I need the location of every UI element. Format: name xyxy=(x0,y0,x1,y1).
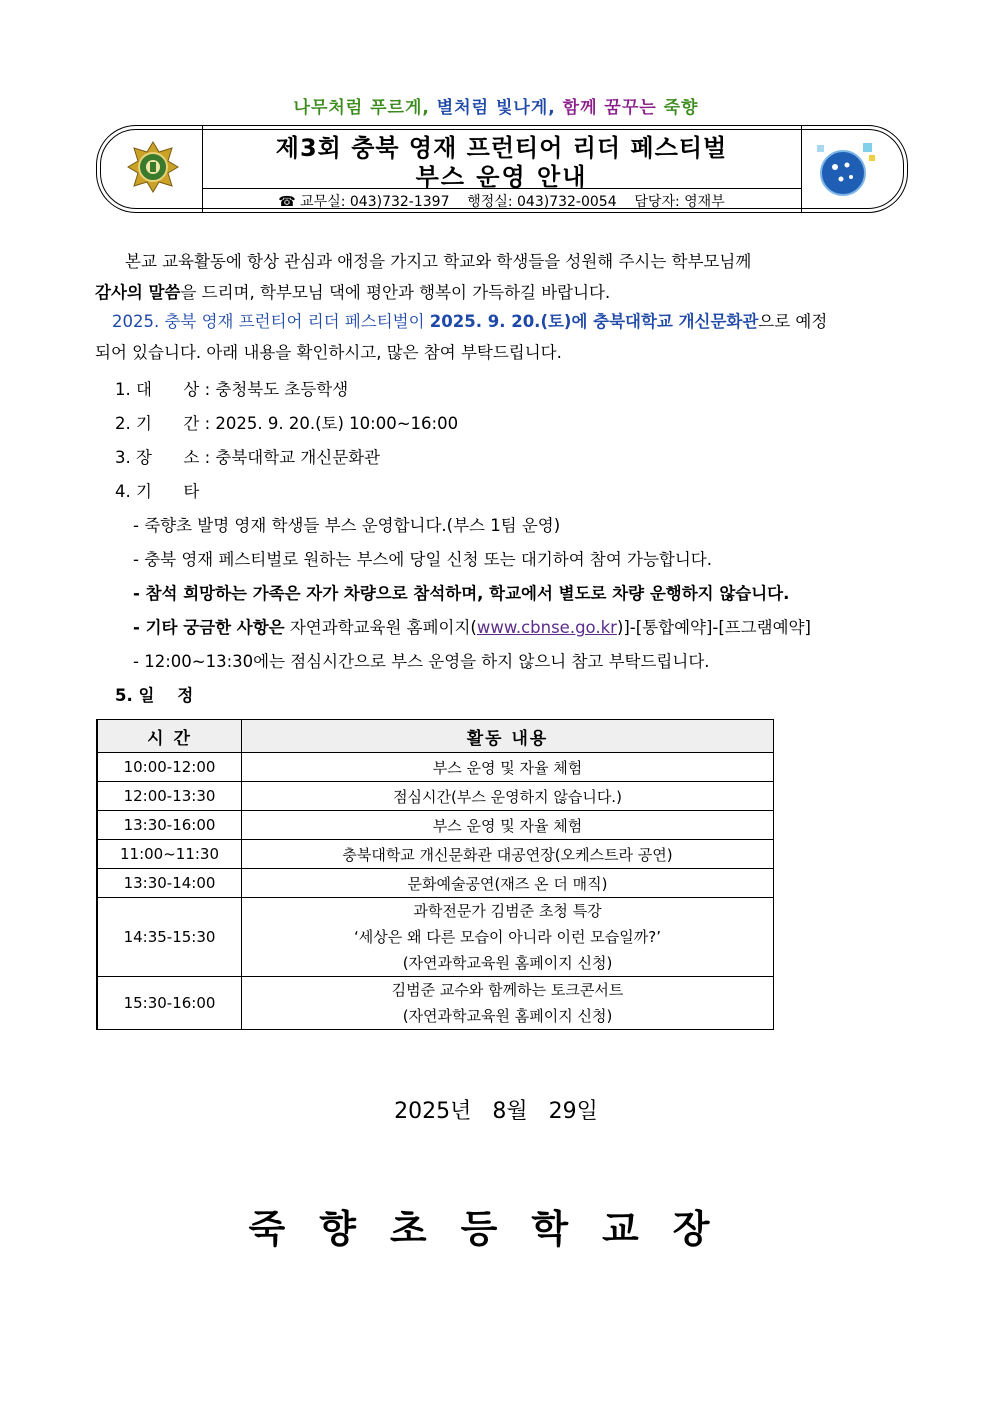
motto-part1: 나무처럼 푸르게, xyxy=(293,98,430,118)
table-header: 시 간 xyxy=(97,720,242,753)
etc-line: - 12:00~13:30에는 점심시간으로 부스 운영을 하지 않으니 참고 부탁드립니다. xyxy=(133,652,710,671)
intro-text: 2025. 충북 영재 프런티어 리더 페스티벌이 xyxy=(112,312,430,331)
event-date-place: 2025. 9. 20.(토)에 충북대학교 개신문화관 xyxy=(429,312,759,331)
item-target: 1. 대 상 : 충청북도 초등학생 xyxy=(115,380,349,399)
title-line1: 제3회 충북 영재 프런티어 리더 페스티벌 xyxy=(275,134,728,162)
time-cell: 10:00-12:00 xyxy=(97,753,242,782)
table-row xyxy=(97,898,774,977)
time-cell: 15:30-16:00 xyxy=(97,977,242,1030)
time-cell: 11:00~11:30 xyxy=(97,840,242,869)
time-cell: 13:30-14:00 xyxy=(97,869,242,898)
school-motto xyxy=(0,93,992,118)
etc-text: 자연과학교육원 홈페이지( xyxy=(284,618,477,637)
activity-line: (자연과학교육원 홈페이지 신청) xyxy=(402,1007,613,1025)
motto-part3: 함께 꿈꾸는 xyxy=(562,98,657,118)
gifted-education-logo-icon xyxy=(813,139,881,199)
school-emblem-icon xyxy=(126,140,180,194)
intro-text: 되어 있습니다. 아래 내용을 확인하시고, 많은 참여 부탁드립니다. xyxy=(95,343,562,362)
etc-line: - 참석 희망하는 가족은 자가 차량으로 참석하며, 학교에서 별도로 차량 운행하지 않습니다. xyxy=(133,584,790,603)
activity-cell xyxy=(242,898,774,977)
intro-text: 을 드리며, 학부모님 댁에 평안과 행복이 가득하길 바랍니다. xyxy=(180,283,611,302)
time-cell: 13:30-16:00 xyxy=(97,811,242,840)
intro-paragraph-1 xyxy=(95,246,901,308)
item-place: 3. 장 소 : 충북대학교 개신문화관 xyxy=(115,448,381,467)
activity-line: 과학전문가 김범준 초청 특강 xyxy=(413,902,602,920)
activity-cell: 충북대학교 개신문화관 대공연장(오케스트라 공연) xyxy=(242,840,774,869)
intro-paragraph-2 xyxy=(95,306,901,368)
principal-signature: 죽향초등학교장 xyxy=(248,1207,744,1251)
motto-part2: 별처럼 빛나게, xyxy=(436,98,556,118)
etc-line: - 충북 영재 페스티벌로 원하는 부스에 당일 신청 또는 대기하여 참여 가능합니다. xyxy=(133,550,712,569)
table-header: 활동 내용 xyxy=(242,720,774,753)
table-row xyxy=(97,811,774,840)
motto-part4: 죽향 xyxy=(663,98,699,118)
schedule-table xyxy=(96,719,774,1030)
table-row xyxy=(97,840,774,869)
activity-line: 김범준 교수와 함께하는 토크콘서트 xyxy=(391,981,624,999)
activity-cell: 부스 운영 및 자율 체험 xyxy=(242,753,774,782)
item-period: 2. 기 간 : 2025. 9. 20.(토) 10:00~16:00 xyxy=(115,414,459,433)
etc-bold: - 기타 궁금한 사항은 xyxy=(133,618,285,637)
intro-bold: 감사의 말씀 xyxy=(95,283,181,302)
activity-line: (자연과학교육원 홈페이지 신청) xyxy=(402,954,613,972)
letter-date: 2025년 8월 29일 xyxy=(394,1099,598,1124)
intro-text: 본교 교육활동에 항상 관심과 애정을 가지고 학교와 학생들을 성원해 주시는 학부모님께 xyxy=(125,252,752,271)
etc-line: - 죽향초 발명 영재 학생들 부스 운영합니다.(부스 1팀 운영) xyxy=(133,516,561,535)
table-row xyxy=(97,869,774,898)
activity-cell: 점심시간(부스 운영하지 않습니다.) xyxy=(242,782,774,811)
contact-info: ☎ 교무실: 043)732-1397 행정실: 043)732-0054 담당자: 영재부 xyxy=(278,194,725,210)
activity-cell xyxy=(242,977,774,1030)
schedule-heading: 5. 일 정 xyxy=(115,686,194,705)
activity-line: ‘세상은 왜 다른 모습이 아니라 이런 모습일까?’ xyxy=(354,928,661,946)
activity-cell: 문화예술공연(재즈 온 더 매직) xyxy=(242,869,774,898)
table-row xyxy=(97,753,774,782)
letter-header xyxy=(96,125,908,213)
table-row xyxy=(97,782,774,811)
time-cell: 12:00-13:30 xyxy=(97,782,242,811)
title-line2: 부스 운영 안내 xyxy=(415,163,588,191)
activity-cell: 부스 운영 및 자율 체험 xyxy=(242,811,774,840)
intro-text: 으로 예정 xyxy=(758,312,828,331)
item-etc: 4. 기 타 xyxy=(115,482,200,501)
website-link[interactable]: www.cbnse.go.kr xyxy=(476,618,617,637)
table-row xyxy=(97,977,774,1030)
etc-line-contact xyxy=(133,614,811,638)
time-cell: 14:35-15:30 xyxy=(97,898,242,977)
etc-text: )]-[통합예약]-[프그램예약] xyxy=(616,618,811,637)
